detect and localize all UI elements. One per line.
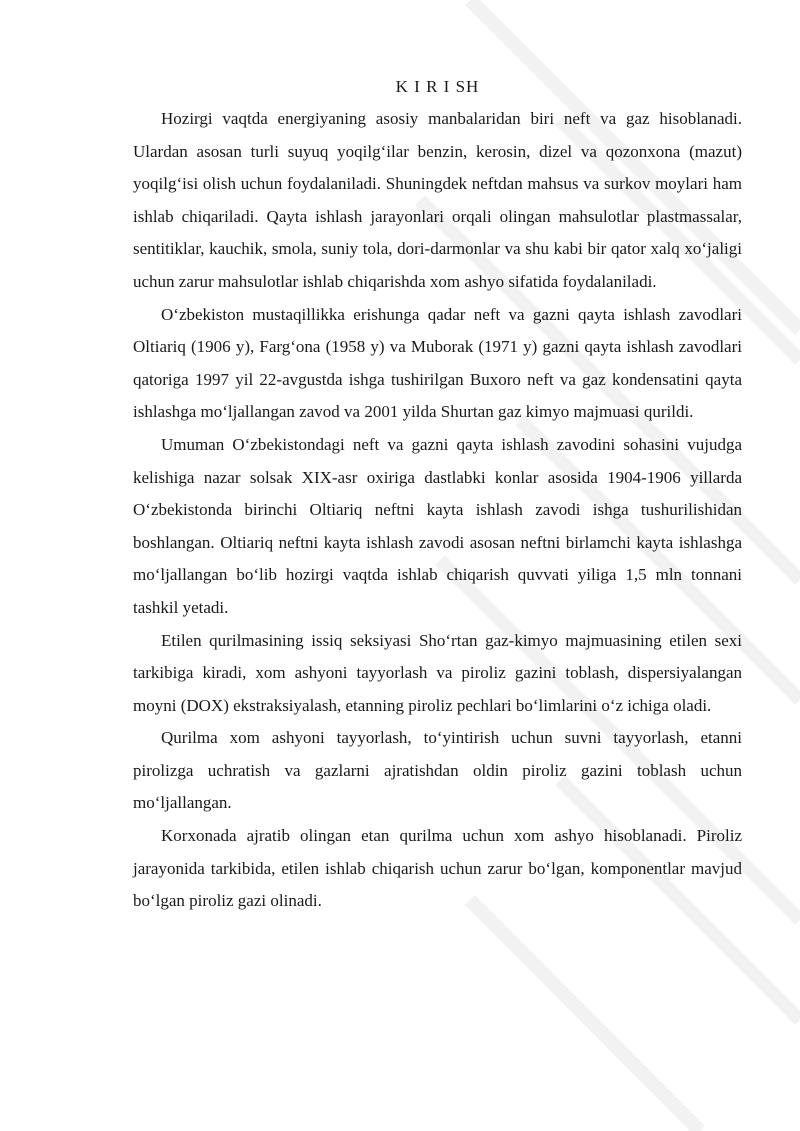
- paragraph-6: Korxonada ajratib olingan etan qurilma uchun xom ashyo hisoblanadi. Piroliz jarayonida tarkibida, etilen ishlab chiqarish uchun zarur bo‘lgan, komponentlar mavjud bo‘lgan piroliz gazi olinadi.: [133, 826, 742, 911]
- paragraph-2: O‘zbekiston mustaqillikka erishunga qadar neft va gazni qayta ishlash zavodlari Oltiariq (1906 y), Farg‘ona (1958 y) va Muborak (1971 y) gazni qayta ishlash zavodlari qatoriga 1997 yil 22-avgustda ishga tushirilgan Buxoro neft va gaz kondensatini qayta ishlashga mo‘ljallangan zavod va 2001 yilda Shurtan gaz kimyo majmuasi qurildi.: [133, 304, 742, 422]
- paragraph-1: Hozirgi vaqtda energiyaning asosiy manbalaridan biri neft va gaz hisoblanadi. Ulardan asosan turli suyuq yoqilg‘ilar benzin, kerosin, dizel va qozonxona (mazut) yoqilg‘isi olish uchun foydalaniladi. Shuningdek neftdan mahsus va surkov moylari ham ishlab chiqariladi. Qayta ishlash jarayonlari orqali olingan mahsulotlar plastmassalar, sentitiklar, kauchik, smola, suniy tola, dori-darmonlar va shu kabi bir qator xalq xo‘jaligi uchun zarur mahsulotlar ishlab chiqarishda xom ashyo sifatida foydalaniladi.: [133, 109, 742, 291]
- paragraph-5: Qurilma xom ashyoni tayyorlash, to‘yintirish uchun suvni tayyorlash, etanni pirolizga uchratish va gazlarni ajratishdan oldin piroliz gazini toblash uchun mo‘ljallangan.: [133, 728, 742, 813]
- paragraph-3: Umuman O‘zbekistondagi neft va gazni qayta ishlash zavodini sohasini vujudga kelishiga nazar solsak XIX-asr oxiriga dastlabki konlar asosida 1904-1906 yillarda O‘zbekistonda birinchi Oltiariq neftni kayta ishlash zavodi ishga tushurilishidan boshlangan. Oltiariq neftni kayta ishlash zavodi asosan neftni birlamchi kayta ishlashga mo‘ljallangan bo‘lib hozirgi vaqtda ishlab chiqarish quvvati yiliga 1,5 mln tonnani tashkil yetadi.: [133, 434, 742, 617]
- document-body: [133, 74, 742, 918]
- paragraph-4: Etilen qurilmasining issiq seksiyasi Sho‘rtan gaz-kimyo majmuasining etilen sexi tarkibiga kiradi, xom ashyoni tayyorlash va piroliz gazini toblash, dispersiyalangan moyni (DOX) ekstraksiyalash, etanning piroliz pechlari bo‘limlarini o‘z ichiga oladi.: [133, 630, 742, 715]
- page-title: K I R I SH: [395, 77, 480, 96]
